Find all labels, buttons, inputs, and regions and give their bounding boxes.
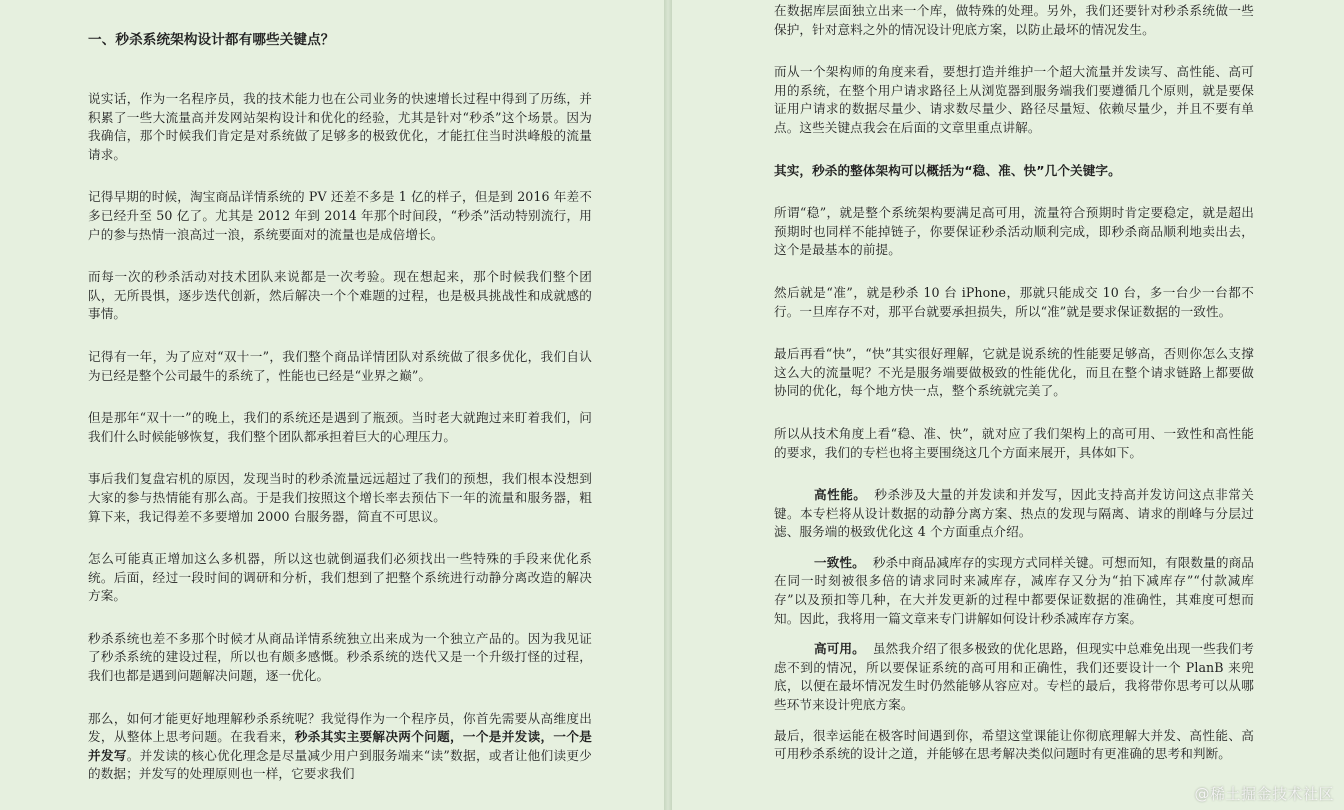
paragraph-3: 而每一次的秒杀活动对技术团队来说都是一次考验。现在想起来，那个时候我们整个团队，无所畏惧，逐步迭代创新，然后解决一个个难题的过程，也是极具挑战性和成就感的事情。 [88, 269, 592, 322]
right-paragraph-accurate: 然后就是“准”，就是秒杀 10 台 iPhone，那就只能成交 10 台，多一台少一台都不行。一旦库存不对，那平台就要承担损失，所以“准”就是要求保证数据的一致性。 [774, 284, 1254, 319]
paragraph-2: 记得早期的时候，淘宝商品详情系统的 PV 还差不多是 1 亿的样子，但是到 2016 年差不多已经升至 50 亿了。尤其是 2012 年到 2014 年那个时间段，“秒杀”活动特别流行，用户的参与热情一浪高过一浪，系统要面对的流量也是成倍增长。 [88, 189, 592, 242]
paragraph-9-pre: 那么，如何才能更好地理解秒杀系统呢？我觉得作为一个程序员，你首先需要从高维度出发，从整体上思考问题。在我看来， [88, 710, 592, 745]
section-heading: 一、秒杀系统架构设计都有哪些关键点？ [88, 32, 335, 48]
watermark: @稀土掘金技术社区 [1194, 785, 1334, 803]
paragraph-9 [88, 710, 592, 784]
item-high-availability [774, 640, 1254, 714]
item-high-availability-text: 虽然我介绍了很多极致的优化思路，但现实中总难免出现一些我们考虑不到的情况，所以要保证系统的高可用和正确性，我们还要设计一个 PlanB 来兜底，以便在最坏情况发生时仍然能够从容应对。专栏的最后，我将带你思考可以从哪些环节来设计兜底方案。 [774, 641, 1254, 713]
paragraph-1: 说实话，作为一名程序员，我的技术能力也在公司业务的快速增长过程中得到了历练，并积累了一些大流量高并发网站架构设计和优化的经验，尤其是针对“秒杀”这个场景。因为我确信，那个时候我们肯定是对系统做了足够多的极致优化，才能扛住当时洪峰般的流量请求。 [88, 91, 592, 162]
paragraph-8: 秒杀系统也差不多那个时候才从商品详情系统独立出来成为一个独立产品的。因为我见证了秒杀系统的建设过程，所以也有颇多感慨。秒杀系统的迭代又是一个升级打怪的过程，我们也都是遇到问题解决问题，逐一优化。 [88, 630, 592, 684]
right-paragraph-stable: 所谓“稳”，就是整个系统架构要满足高可用，流量符合预期时肯定要稳定，就是超出预期时也同样不能掉链子，你要保证秒杀活动顺利完成，即秒杀商品顺利地卖出去，这个是最基本的前提。 [774, 205, 1254, 258]
paragraph-9-emphasis: 秒杀其实主要解决两个问题，一个是并发读，一个是并发写 [88, 729, 592, 763]
right-page [672, 0, 1344, 810]
item-consistency-text: 秒杀中商品减库存的实现方式同样关键。可想而知，有限数量的商品在同一时刻被很多倍的请求同时来减库存，减库存又分为“拍下减库存”“付款减库存”以及预扣等几种，在大并发更新的过程中都要保证数据的准确性，其难度可想而知。因此，我将用一篇文章来专门讲解如何设计秒杀减库存方案。 [774, 554, 1254, 626]
item-high-availability-label: 高可用。 [814, 641, 865, 657]
paragraph-9-post: 。并发读的核心优化理念是尽量减少用户到服务端来“读”数据，或者让他们读更少的数据；并发写的处理原则也一样，它要求我们 [88, 747, 592, 782]
page-gutter [664, 0, 672, 810]
item-consistency-label: 一致性。 [814, 554, 865, 570]
item-high-performance-text: 秒杀涉及大量的并发读和并发写，因此支持高并发访问这点非常关键。本专栏将从设计数据的动静分离方案、热点的发现与隔离、请求的削峰与分层过滤、服务端的极致优化这 4 个方面重点介绍。 [774, 487, 1254, 540]
item-consistency [774, 554, 1254, 628]
right-paragraph-fast: 最后再看“快”，“快”其实很好理解，它就是说系统的性能要足够高，否则你怎么支撑这么大的流量呢？不光是服务端要做极致的性能优化，而且在整个请求链路上都要做协同的优化，每个地方快一点，整个系统就完美了。 [774, 346, 1254, 399]
paragraph-6: 事后我们复盘宕机的原因，发现当时的秒杀流量远远超过了我们的预想，我们根本没想到大家的参与热情能有那么高。于是我们按照这个增长率去预估下一年的流量和服务器，粗算下来，我记得差不多要增加 2000 台服务器，简直不可思议。 [88, 471, 592, 524]
paragraph-4: 记得有一年，为了应对“双十一”，我们整个商品详情团队对系统做了很多优化，我们自认为已经是整个公司最牛的系统了，性能也已经是“业界之巅”。 [88, 348, 592, 383]
right-paragraph-overview: 所以从技术角度上看“稳、准、快”，就对应了我们架构上的高可用、一致性和高性能的要求，我们的专栏也将主要围绕这几个方面来展开，具体如下。 [774, 425, 1254, 460]
paragraph-7: 怎么可能真正增加这么多机器，所以这也就倒逼我们必须找出一些特殊的手段来优化系统。后面，经过一段时间的调研和分析，我们想到了把整个系统进行动静分离改造的解决方案。 [88, 551, 592, 604]
right-paragraph-1: 在数据库层面独立出来一个库，做特殊的处理。另外，我们还要针对秒杀系统做一些保护，针对意料之外的情况设计兜底方案，以防止最坏的情况发生。 [774, 3, 1254, 37]
paragraph-5: 但是那年“双十一”的晚上，我们的系统还是遇到了瓶颈。当时老大就跑过来盯着我们，问我们什么时候能够恢复，我们整个团队都承担着巨大的心理压力。 [88, 410, 592, 444]
left-page [0, 0, 664, 810]
item-high-performance [774, 486, 1254, 542]
item-high-performance-label: 高性能。 [814, 487, 867, 503]
right-key-summary: 其实，秒杀的整体架构可以概括为“稳、准、快”几个关键字。 [774, 162, 1121, 178]
right-paragraph-closing: 最后，很幸运能在极客时间遇到你，希望这堂课能让你彻底理解大并发、高性能、高可用秒杀系统的设计之道，并能够在思考解决类似问题时有更准确的思考和判断。 [774, 727, 1254, 762]
right-paragraph-2: 而从一个架构师的角度来看，要想打造并维护一个超大流量并发读写、高性能、高可用的系统，在整个用户请求路径上从浏览器到服务端我们要遵循几个原则，就是要保证用户请求的数据尽量少、请求数尽量少、路径尽量短、依赖尽量少，并且不要有单点。这些关键点我会在后面的文章里重点讲解。 [774, 64, 1254, 135]
